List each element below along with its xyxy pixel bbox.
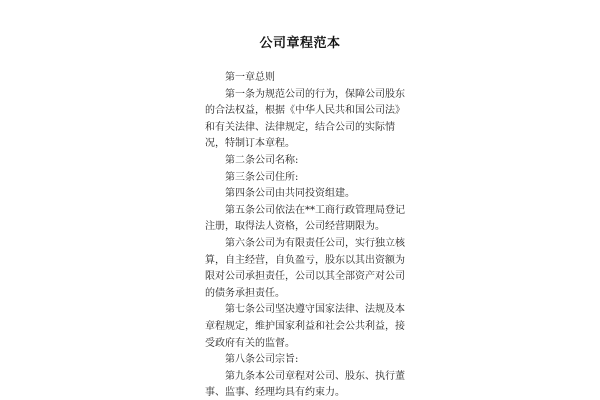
article-paragraph: 第二条公司名称: (225, 154, 299, 166)
article-paragraph: 第一条为规范公司的行为，保障公司股东的合法权益，根据《中华人民共和国公司法》和有关法律、法律规定，结合公司的实际情况，特制订本章程。 (205, 88, 405, 150)
document-body (205, 70, 405, 400)
article-paragraph: 第六条公司为有限责任公司，实行独立核算，自主经营，自负盈亏，股东以其出资额为限对公司承担责任，公司以其全部资产对公司的债务承担责任。 (205, 237, 405, 299)
chapter-heading: 第一章总则 (225, 72, 275, 83)
article-paragraph: 第八条公司宗旨: (225, 354, 299, 366)
article-paragraph: 第七条公司坚决遵守国家法律、法规及本章程规定，维护国家利益和社会公共利益，接受政府有关的监督。 (205, 304, 405, 349)
article-paragraph: 第九条本公司章程对公司、股东、执行董事、监事、经理均具有约束力。 (205, 370, 405, 399)
article-paragraph: 第五条公司依法在**工商行政管理局登记注册，取得法人资格，公司经营期限为。 (205, 204, 405, 233)
article-paragraph: 第三条公司住所: (225, 171, 299, 183)
article-paragraph: 第四条公司由共同投资组建。 (225, 188, 355, 200)
document-title: 公司章程范本 (259, 36, 341, 51)
